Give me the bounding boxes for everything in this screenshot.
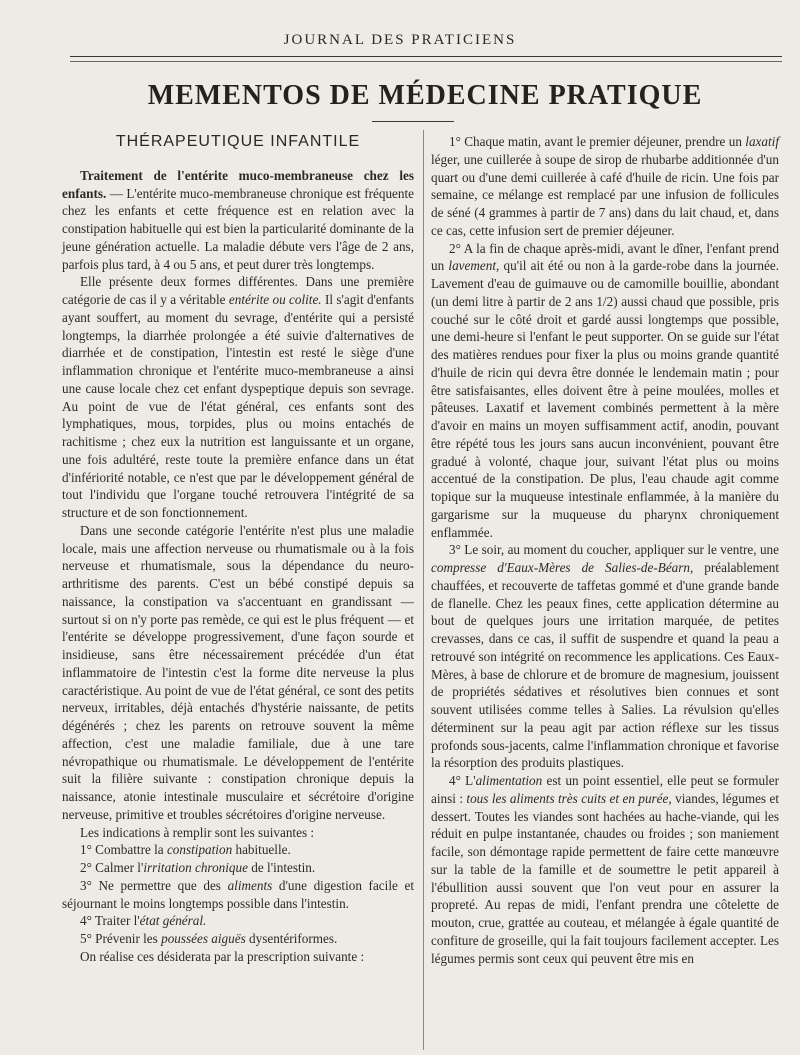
paragraph-enema: 2° A la fin de chaque après-midi, avant le dîner, l'enfant prend un lavement, qu'il ait été ou non à la garde-robe dans la journée. Lavement d'eau de guimauve ou de camomille bouillie, abondant (un demi litre à partir de 2 ans 1/2) aussi chaud que possible, pris couché sur le côté droit et gardé aussi longtemps que possible, une demi-heure si l'enfant le peut supporter. On se guide sur l'état des matières rendues pour fixer la plus ou moins grande quantité d'huile de ricin qui devra être donnée le lendemain matin ; pour être satisfaisantes, elles doivent être à peine moulées, molles et pâteuses. Laxatif et lavement combinés permettent à la mère d'avoir en mains un moyen suffisamment actif, anodin, pouvant être répété tous les jours sans aucun inconvénient, pouvant être gradué à volonté, chaque jour, suivant l'état plus ou moins accentué de la constipation. De plus, l'eau chaude agit comme topique sur la muqueuse intestinale enflammée, à la manière du gargarisme sur la muqueuse du pharynx chroniquement enflammée. [431, 240, 780, 540]
paragraph-compress: 3° Le soir, au moment du coucher, appliquer sur le ventre, une compresse d'Eaux-Mères de Salies-de-Béarn, préalablement chauffées, et recouverte de taffetas gommé et d'une grande bande de flanelle. Chez les peaux fines, cette application détermine au bout de quelques jours une irritation marquée, de petites crevasses, dans ce cas, il suffit de suspendre et quand la peau a retrouvé son intégrité on recommence les applications. Ces Eaux-Mères, à base de chlorure et de bromure de magnesium, jouissent de propriétés sédatives et résolutives bien connues et sont souvent utilisées comme telles à Salies. La révulsion qu'elles déterminent sur la peau agit par action réflexe sur les tissus profonds sous-jacents, calme l'inflammation chronique et favorise la résorption des produits plastiques. [431, 542, 779, 771]
paragraph-diet: 4° L'alimentation est un point essentiel, elle peut se formuler ainsi : tous les aliments très cuits et en purée, viandes, légumes et dessert. Toutes les viandes sont hachées au hache-viande, qui les réduit en pulpe instantanée, chaudes ou froides ; son maniement facile, son démontage rapide permettent de faire cette manœuvre sur la table de la famille et de soumettre le petit appareil à l'ébullition aussi souvent que l'on veut pour en assurer la propreté. Au repas de midi, l'enfant prendra une côtelette de mouton, crue, grattée au couteau, et mélangée à égale quantité de confiture de groseille, qui la fait toujours facilement accepter. Les légumes permis sont ceux qui peuvent être mis en [431, 773, 780, 966]
section-heading: THÉRAPEUTIQUE INFANTILE [115, 133, 361, 150]
article-lead: Traitement de l'entérite muco-membraneuse chez les enfants. [62, 167, 414, 201]
indication-item: 1° Combattre la constipation habituelle. [80, 842, 291, 858]
page-title: MEMENTOS DE MÉDECINE PRATIQUE [147, 80, 703, 111]
header-rule-thin [70, 61, 782, 62]
title-underline [372, 121, 454, 122]
column-divider [423, 130, 424, 1050]
paragraph-first-form: Elle présente deux formes différentes. Dans une première catégorie de cas il y a véritable entérite ou colite. Il s'agit d'enfants ayant souffert, au moment du sevrage, d'entérite qui a persisté longtemps, la diarrhée prolongée a été suivie d'alternatives de diarrhée et de constipation, l'intestin est resté le siège d'une inflammation chronique et l'entérite muco-membraneuse a ainsi une cause locale chez cet enfant dyspeptique depuis son sevrage. Au point de vue de l'état général, ces enfants sont des lymphatiques, mous, torpides, plus ou moins entachés de rachitisme ; chez eux la nutrition est languissante et un organe, une fois adultéré, reste toute la première enfance dans un état d'infériorité notable, ce n'est que par le développement général de tout l'individu que l'organe touché retrouvera l'intégrité de sa structure et de son fonctionnement. [62, 274, 415, 520]
paragraph-second-form: Dans une seconde catégorie l'entérite n'est plus une maladie locale, mais une affection nerveuse ou rhumatismale ou à la fois nerveuse et rhumatismale, sous la dépendance du neuro-arthritisme des parents. C'est un bébé constipé depuis sa naissance, la constipation va s'accentuant en grandissant — surtout si on n'y porte pas remède, ce qui est le plus fréquent — et l'entérite se développe progressivement, d'une façon sourde et insidieuse, sans être nécessairement précédée d'un état inflammatoire de l'intestin c'est la forme dite nerveuse la plus caractéristique. Au point de vue de l'état général, ce sont des petits nerveux, irritables, déjà entachés d'hystérie naissante, de petits dégénérés ; chez les parents on retrouve souvent la même affection, c'est une maladie familiale, due à une tare névropathique ou rhumatismale. Le développement de l'entérite suit la filière suivante : constipation chronique depuis la naissance, atonie intestinale musculaire et sécrétoire d'origine nerveuse, primitive et troubles sécrétoires d'origine nerveuse. [62, 522, 414, 822]
paragraph-laxative: 1° Chaque matin, avant le premier déjeuner, prendre un laxatif léger, une cuillerée à soupe de sirop de rhubarbe additionnée d'un quart ou d'une demi cuillerée à café d'huile de ricin. Une fois par semaine, ce mélange est remplacé par une infusion de follicules de séné (4 grammes à partir de 7 ans) dans du lait chaud, et, dans ce cas, cette infusion sert de premier déjeuner. [431, 134, 779, 238]
paragraph-intro: Traitement de l'entérite muco-membraneuse chez les enfants. — L'entérite muco-membraneuse chronique est fréquente chez les enfants et cette fréquence est en relation avec la constipation habituelle qui est bien la particularité dominante de la jeune génération actuelle. La maladie débute vers l'âge de 2 ans, parfois plus tard, à 4 ou 5 ans, et peut durer très longtemps. [62, 167, 414, 272]
indication-item: 5° Prévenir les poussées aiguës dysentériformes. [80, 931, 338, 946]
indication-item: 3° Ne permettre que des aliments d'une digestion facile et séjournant le moins longtemps possible dans l'intestin. [62, 877, 414, 911]
left-column [62, 133, 414, 966]
indication-item: 2° Calmer l'irritation chronique de l'intestin. [80, 860, 316, 875]
header-rule [70, 56, 782, 57]
indication-item: 4° Traiter l'état général. [80, 913, 207, 929]
paragraph-prescription: On réalise ces désiderata par la prescription suivante : [80, 948, 365, 964]
running-header: JOURNAL DES PRATICIENS [283, 32, 517, 48]
right-column [431, 133, 779, 967]
paragraph-indications: Les indications à remplir sont les suivantes : [80, 824, 315, 840]
